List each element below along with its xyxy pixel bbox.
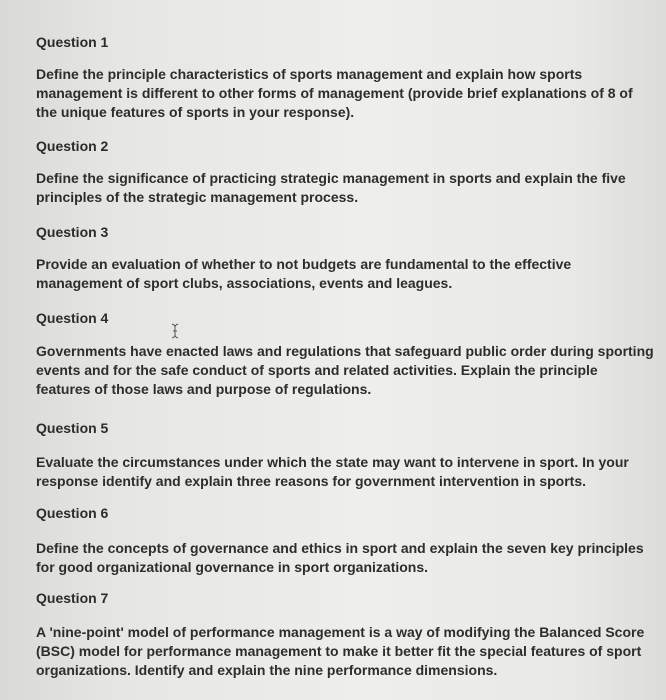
question-4-text <box>36 342 654 399</box>
question-6-line-1: Define the concepts of governance and ethics in sport and explain the seven key principles <box>36 540 644 556</box>
question-4-line-1: Governments have enacted laws and regulations that safeguard public order during sporting <box>36 343 654 359</box>
question-1-line-2: management is different to other forms of management (provide brief explanations of 8 of <box>36 85 633 101</box>
question-7-line-1: A 'nine-point' model of performance management is a way of modifying the Balanced Score <box>36 624 645 640</box>
question-1-title: Question 1 <box>36 34 109 50</box>
question-6-text <box>36 539 644 577</box>
question-4-line-3: features of those laws and purpose of regulations. <box>36 381 372 397</box>
question-2-text <box>36 169 626 207</box>
question-6-title: Question 6 <box>36 505 109 521</box>
question-3-line-1: Provide an evaluation of whether to not budgets are fundamental to the effective <box>36 256 572 272</box>
question-7-line-2: (BSC) model for performance management to make it better fit the special features of sport <box>36 643 642 659</box>
question-1-line-1: Define the principle characteristics of sports management and explain how sports <box>36 66 583 82</box>
question-7-title: Question 7 <box>36 590 109 606</box>
question-6-line-2: for good organizational governance in sport organizations. <box>36 559 429 575</box>
question-7-line-3: organizations. Identify and explain the nine performance dimensions. <box>36 662 498 678</box>
question-4-line-2: events and for the safe conduct of sports and related activities. Explain the principle <box>36 362 598 378</box>
question-2-title: Question 2 <box>36 138 109 154</box>
question-2-line-2: principles of the strategic management process. <box>36 189 359 205</box>
question-7-text <box>36 623 644 680</box>
question-3-text <box>36 255 571 293</box>
question-4-title: Question 4 <box>36 310 109 326</box>
question-3-line-2: management of sport clubs, associations, events and leagues. <box>36 275 453 291</box>
question-5-text <box>36 453 629 491</box>
question-3-title: Question 3 <box>36 224 109 240</box>
question-1-line-3: the unique features of sports in your response). <box>36 104 355 120</box>
question-5-line-1: Evaluate the circumstances under which the state may want to intervene in sport. In your <box>36 454 629 470</box>
question-5-title: Question 5 <box>36 420 109 436</box>
question-2-line-1: Define the significance of practicing strategic management in sports and explain the five <box>36 170 626 186</box>
text-cursor-icon <box>170 323 180 339</box>
question-1-text <box>36 65 633 122</box>
question-5-line-2: response identify and explain three reasons for government intervention in sports. <box>36 473 587 489</box>
